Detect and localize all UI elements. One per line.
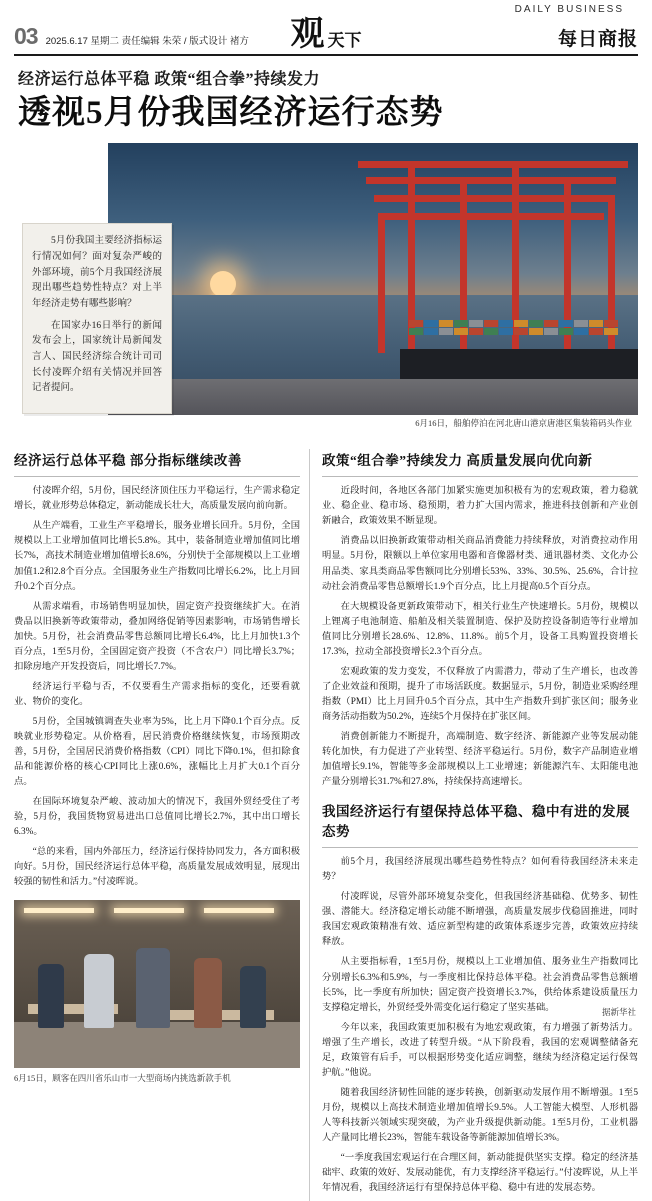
page-number: 03 [14,23,38,49]
ceiling-light-icon [114,908,184,913]
paragraph: 随着我国经济韧性回能的逐步转换，创新驱动发展作用不断增强。1至5月份，规模以上高技术制造业增加值增长9.5%。人工智能大模型、人形机器人等科技新兴领域实现突破，为产业升级提供新动能。1至5月份，工业机器人产量同比增长23%，智能车载设备等新能源加值增长3%。 [322,1087,638,1143]
article-credit: 据新华社 [601,1007,636,1017]
divider [14,476,300,477]
secondary-photo-caption: 6月15日，顾客在四川省乐山市一大型商场内挑选新款手机 [14,1073,231,1084]
page-title: 透视5月份我国经济运行态势 [18,95,444,131]
container-stack [408,319,618,335]
left-section-title: 经济运行总体平稳 部分指标继续改善 [14,453,242,469]
paragraph: 在国际环境复杂严峻、波动加大的情况下，我国外贸经受住了考验，5月份，我国货物贸易进出口总值同比增长2.7%，其中出口增长6.3%。 [14,797,300,838]
paragraph: 付凌晖说，尽管外部环境复杂变化，但我国经济基础稳、优势多、韧性强、潜能大。经济稳定增长动能不断增强，高质量发展步伐稳固推进，同时我国宏观政策精准有效、适应新型构建的政策体系逐步完善，政策效应持续释放。 [322,892,638,948]
store-photo [14,900,300,1068]
paragraph: 从需求端看，市场销售明显加快，固定资产投资继续扩大。在消费品以旧换新等政策带动，叠加网络促销等因素影响，市场销售增长加快。5月份，社会消费品零售总额同比增长6.4%，比上月加快1.3个百分点，1至5月份，全国固定资产投资（不含农户）同比增长3.7%；扣除房地产开发投资后，同比增长7.7%。 [14,601,300,672]
callout-paragraph: 在国家办16日举行的新闻发布会上，国家统计局新闻发言人、国民经济综合统计司司长付凌晖介绍有关情况并回答记者提问。 [32,320,162,394]
masthead-chinese-title: 每日商报 [557,29,638,50]
crane-beam-icon [358,161,628,168]
ship-hull [400,349,638,379]
paragraph: 消费创新能力不断提升，高端制造、数字经济、新能源产业等发展动能转化加快，有力促进了产业转型、经济平稳运行。5月份，数字产品制造业增加值增长9.1%，智能等多金部规模以上工业增速；新能源汽车、太阳能电池产量分别增长31.7%和27.8%，持续保持高速增长。 [322,732,638,788]
paragraph: 付凌晖介绍，5月份，国民经济顶住压力平稳运行，生产需求稳定增长，就业形势总体稳定，新动能成长壮大，高质量发展向前向新。 [14,486,300,512]
shopper-figure [38,964,64,1028]
paragraph: “总的来看，国内外部压力，经济运行保持协同发力，各方面积极向好。5月份，国民经济运行总体平稳，高质量发展成效明显，展现出较强的韧性和活力。”付凌晖说。 [14,847,300,888]
masthead-right [558,24,638,54]
left-column [14,449,300,1201]
masthead-english-title: DAILY BUSINESS [514,4,624,15]
logo-sub-char: 天下 [327,31,362,50]
lead-photo-row [14,143,638,431]
right-section2-title: 我国经济运行有望保持总体平稳、稳中有进的发展态势 [322,804,630,840]
paragraph: 经济运行平稳与否，不仅要看生产需求指标的变化，还要看就业、物价的变化。 [14,681,300,707]
paragraph: 5月份，全国城镇调查失业率为5%，比上月下降0.1个百分点。反映就业形势稳定。从价格看，居民消费价格继续恢复，市场预期改善，5月份，全国居民消费价格指数（CPI）同比下降0.1%，但扣除食品和能源价格的核心CPI同比上涨0.6%，涨幅比上月扩大0.1个百分点。 [14,716,300,788]
photo-floor [14,1022,300,1068]
paragraph: 宏观政策的发力变发，不仅释放了内需潜力，带动了生产增长，也改善了企业效益和预期，提升了市场活跃度。数据显示，5月份，制造业采购经理指数（PMI）比上月回升0.5个百分点，其中生产指数升到扩张区间；服务业商务活动指数为50.2%，连续5个月保持在扩张区间。 [322,666,638,722]
paragraph: 前5个月，我国经济展现出哪些趋势性特点？如何看待我国经济未来走势？ [322,857,638,883]
ceiling-light-icon [24,908,94,913]
headline-kicker: 经济运行总体平稳 政策“组合拳”持续发力 [18,71,321,88]
secondary-photo-block [14,900,300,1084]
paragraph: 在大规模设备更新政策带动下，相关行业生产快速增长。5月份，规模以上锂离子电池制造、船舶及相关装置制造、保护及防控设备制造等行业增加值同比分别增长28.6%、12.8%、11.8%。前5个月，设备工具购置投资增长17.3%，拉动全部投资增长2.3个百分点。 [322,601,638,657]
paragraph: 从主要指标看，1至5月份，规模以上工业增加值、服务业生产指数同比分别增长6.3%和5.9%，与一季度相比保持总体平稳。社会消费品零售总额增长5%，比一季度有所加快；固定资产投资增长3.7%，供给体系建设质量压力支撑稳定增长，外贸经受外需变化运行稳定了坚实基础。 [322,957,638,1013]
callout-paragraph: 5月份我国主要经济指标运行情况如何？面对复杂严峻的外部环境，前5个月我国经济展现出哪些趋势性特点？对上半年经济走势有哪些影响？ [32,236,162,309]
shopper-figure [194,958,222,1028]
masthead-logo [291,18,362,52]
paragraph: 近段时间，各地区各部门加紧实施更加积极有为的宏观政策，着力稳就业、稳企业、稳市场、稳预期，着力扩大国内需求，推进科技创新和产业创新融合，政策效果不断显现。 [322,486,638,527]
masthead [14,0,638,56]
paragraph: 今年以来，我国政策更加积极有为地宏观政策，有力增强了新势活力。增强了生产增长，改进了转型升级。“从下阶段看，我国的宏观调整储备充足，政策管有后手，可以根据形势变化适应调整，继续为经济稳定运行保驾护航。”他说。 [322,1022,638,1078]
divider [322,476,638,477]
paragraph: 从生产端看，工业生产平稳增长，服务业增长回升。5月份，全国规模以上工业增加值同比增长5.8%。其中，装备制造业增加值同比增长7%，高技术制造业增加值增长8.6%，分别快于全部规模以上工业增加值1.2和2.8个百分点。全国服务业生产指数同比增长6.2%，比上月回升0.2个百分点。 [14,521,300,592]
callout-box [22,223,172,414]
divider [322,847,638,848]
crane-beam-icon [366,177,616,184]
port-photo [108,143,638,415]
paragraph: “一季度我国宏观运行在合理区间，新动能提供坚实支撑。稳定的经济基础牢、政策的效好、发展动能优，有力支撑经济平稳运行。”付凌晖说，从上半年情况看，我国经济运行有望保持总体平稳、稳中有进的发展态势。 [322,1153,638,1194]
masthead-dateline: 2025.6.17 星期二 责任编辑 朱荣 / 版式设计 褚方 [45,36,249,47]
shopper-figure [84,954,114,1028]
right-section1-title: 政策“组合拳”持续发力 高质量发展向优向新 [322,453,593,469]
article-columns [14,449,638,1201]
shopper-figure [136,948,170,1028]
crane-leg-icon [378,213,385,353]
quay-deck [108,379,638,415]
lead-photo-caption: 6月16日，船舶停泊在河北唐山港京唐港区集装箱码头作业 [415,418,632,429]
logo-main-char: 观 [290,16,326,53]
headline-block [14,56,638,135]
ceiling-light-icon [204,908,274,913]
shopper-figure [240,966,266,1028]
right-column [322,449,638,1201]
paragraph: 消费品以旧换新政策带动相关商品消费能力持续释放，对消费拉动作用明显。5月份，限额以上单位家用电器和音像器材类、通讯器材类、文化办公用品类、家具类商品零售额同比分别增长53%、33%、30.5%、25.6%，合计拉动社会消费品零售总额增长1.9个百分点，比上月提高0.5个百分点。 [322,536,638,592]
